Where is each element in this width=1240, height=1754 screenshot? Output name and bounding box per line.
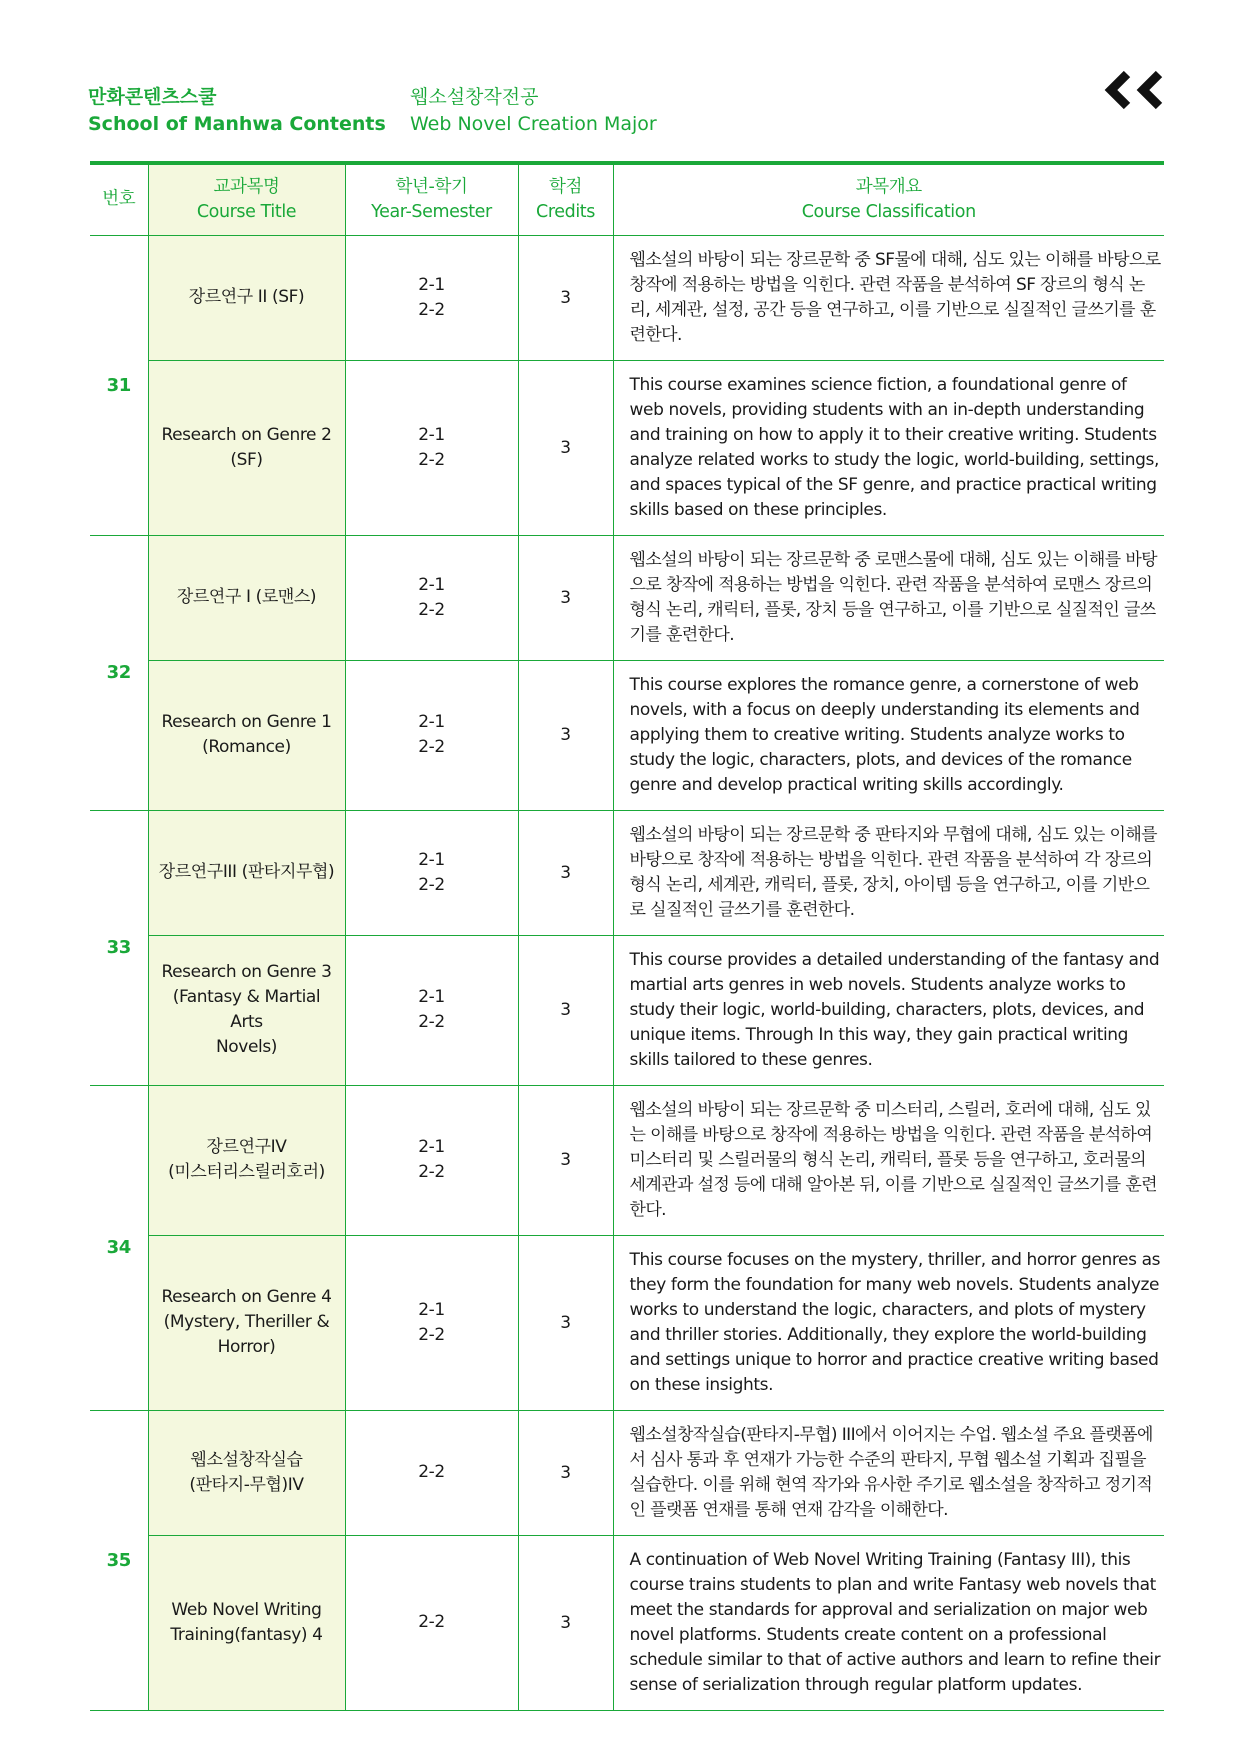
course-summary-ko: 웹소설창작실습(판타지-무협) III에서 이어지는 수업. 웹소설 주요 플랫폼에서 심사 통과 후 연재가 가능한 수준의 판타지, 무협 웹소설 기획과 집필을 실습한다. 이를 위해 현역 작가와 유사한 주기로 웹소설을 창작하고 정기적인 플랫폼 연재를 통해 연재 감각을 이해한다.: [629, 1424, 1153, 1520]
col-title-header: 교과목명 Course Title: [148, 163, 345, 235]
course-title-ko: 장르연구 II (SF): [148, 235, 345, 360]
course-number: 31: [90, 235, 148, 535]
credits: 3: [518, 1410, 613, 1535]
course-summary-en: This course provides a detailed understanding of the fantasy and martial arts genres in web novels. Students analyze works to study their logic, world-building, characters, plots, devices, and unique items. Through In this way, they gain practical writing skills tailored to these genres.: [629, 949, 1160, 1070]
year-semester: 2-1 2-2: [345, 1235, 518, 1410]
course-number: 32: [90, 535, 148, 810]
major-name-en: Web Novel Creation Major: [410, 113, 657, 135]
table-row: [90, 1235, 1164, 1410]
major-name-ko: 웹소설창작전공: [410, 86, 539, 108]
table-row: [90, 1410, 1164, 1535]
table-row: [90, 360, 1164, 535]
year-semester: 2-1 2-2: [345, 935, 518, 1085]
course-number: 34: [90, 1085, 148, 1410]
course-summary-en: This course explores the romance genre, a cornerstone of web novels, with a focus on deeply understanding its elements and applying them to creative writing. Students analyze works to study the logic, characters, plots, and devices of the romance genre and develop practical writing skills accordingly.: [629, 674, 1140, 795]
credits: 3: [518, 935, 613, 1085]
year-semester: 2-1 2-2: [345, 235, 518, 360]
page-header: [88, 84, 1163, 144]
course-title-ko: 장르연구 I (로맨스): [148, 535, 345, 660]
course-title-en: Research on Genre 3 (Fantasy & Martial Arts Novels): [148, 935, 345, 1085]
course-title-en: Research on Genre 1 (Romance): [148, 660, 345, 810]
credits: 3: [518, 810, 613, 935]
school-name-en: School of Manhwa Contents: [88, 113, 386, 135]
table-row: [90, 660, 1164, 810]
year-semester: 2-2: [345, 1410, 518, 1535]
credits: 3: [518, 1235, 613, 1410]
course-summary-en: This course focuses on the mystery, thriller, and horror genres as they form the foundation for many web novels. Students analyze works to understand the logic, characters, and plots of mystery and thriller stories. Additionally, they explore the world-building and settings unique to horror and practice creative writing based on these insights.: [629, 1249, 1161, 1395]
course-number: 33: [90, 810, 148, 1085]
col-year-semester-header: 학년-학기 Year-Semester: [345, 163, 518, 235]
col-credits-header: 학점 Credits: [518, 163, 613, 235]
course-summary-ko: 웹소설의 바탕이 되는 장르문학 중 판타지와 무협에 대해, 심도 있는 이해를 바탕으로 창작에 적용하는 방법을 익힌다. 관련 작품을 분석하여 각 장르의 형식 논리, 세계관, 캐릭터, 플롯, 장치, 아이템 등을 연구하고, 이를 기반으로 실질적인 글쓰기를 훈련한다.: [629, 824, 1158, 920]
course-title-en: Web Novel Writing Training(fantasy) 4: [148, 1535, 345, 1710]
table-row: [90, 935, 1164, 1085]
credits: 3: [518, 1085, 613, 1235]
credits: 3: [518, 535, 613, 660]
credits: 3: [518, 360, 613, 535]
year-semester: 2-1 2-2: [345, 360, 518, 535]
course-summary-en: A continuation of Web Novel Writing Training (Fantasy III), this course trains students to plan and write Fantasy web novels that meet the standards for approval and serialization on major web novel platforms. Students create content on a professional schedule similar to that of active authors and learn to refine their sense of serialization through regular platform updates.: [629, 1549, 1161, 1695]
school-name-ko: 만화콘텐츠스쿨: [88, 86, 217, 108]
col-summary-header: 과목개요 Course Classification: [613, 163, 1164, 235]
course-summary-ko: 웹소설의 바탕이 되는 장르문학 중 미스터리, 스릴러, 호러에 대해, 심도 있는 이해를 바탕으로 창작에 적용하는 방법을 익힌다. 관련 작품을 분석하여 미스터리 및 스릴러물의 형식 논리, 캐릭터, 플롯 등을 연구하고, 호러물의 세계관과 설정 등에 대해 알아본 뒤, 이를 기반으로 실질적인 글쓰기를 훈련한다.: [629, 1099, 1158, 1220]
table-header-row: [90, 163, 1164, 235]
table-row: [90, 1535, 1164, 1710]
course-number: 35: [90, 1410, 148, 1710]
table-row: [90, 535, 1164, 660]
year-semester: 2-1 2-2: [345, 660, 518, 810]
course-title-ko: 장르연구IV (미스터리스릴러호러): [148, 1085, 345, 1235]
table-row: [90, 235, 1164, 360]
school-heading: [88, 84, 386, 138]
year-semester: 2-1 2-2: [345, 1085, 518, 1235]
table-row: [90, 810, 1164, 935]
course-title-ko: 웹소설창작실습 (판타지-무협)IV: [148, 1410, 345, 1535]
ck-logo-icon: [1101, 68, 1163, 112]
course-title-en: Research on Genre 2 (SF): [148, 360, 345, 535]
course-title-en: Research on Genre 4 (Mystery, Theriller & Horror): [148, 1235, 345, 1410]
major-heading: [410, 84, 657, 138]
year-semester: 2-2: [345, 1535, 518, 1710]
year-semester: 2-1 2-2: [345, 810, 518, 935]
credits: 3: [518, 660, 613, 810]
credits: 3: [518, 235, 613, 360]
course-table: [90, 161, 1164, 1711]
year-semester: 2-1 2-2: [345, 535, 518, 660]
course-summary-ko: 웹소설의 바탕이 되는 장르문학 중 로맨스물에 대해, 심도 있는 이해를 바탕으로 창작에 적용하는 방법을 익힌다. 관련 작품을 분석하여 로맨스 장르의 형식 논리, 캐릭터, 플롯, 장치 등을 연구하고, 이를 기반으로 실질적인 글쓰기를 훈련한다.: [629, 549, 1158, 645]
course-title-ko: 장르연구III (판타지무협): [148, 810, 345, 935]
course-summary-ko: 웹소설의 바탕이 되는 장르문학 중 SF물에 대해, 심도 있는 이해를 바탕으로 창작에 적용하는 방법을 익힌다. 관련 작품을 분석하여 SF 장르의 형식 논리, 세계관, 설정, 공간 등을 연구하고, 이를 기반으로 실질적인 글쓰기를 훈련한다.: [629, 249, 1161, 345]
credits: 3: [518, 1535, 613, 1710]
course-summary-en: This course examines science fiction, a foundational genre of web novels, providing students with an in-depth understanding and training on how to apply it to their creative writing. Students analyze related works to study the logic, world-building, settings, and spaces typical of the SF genre, and practice practical writing skills based on these principles.: [629, 374, 1159, 520]
col-num-header: 번호: [90, 163, 148, 235]
table-row: [90, 1085, 1164, 1235]
